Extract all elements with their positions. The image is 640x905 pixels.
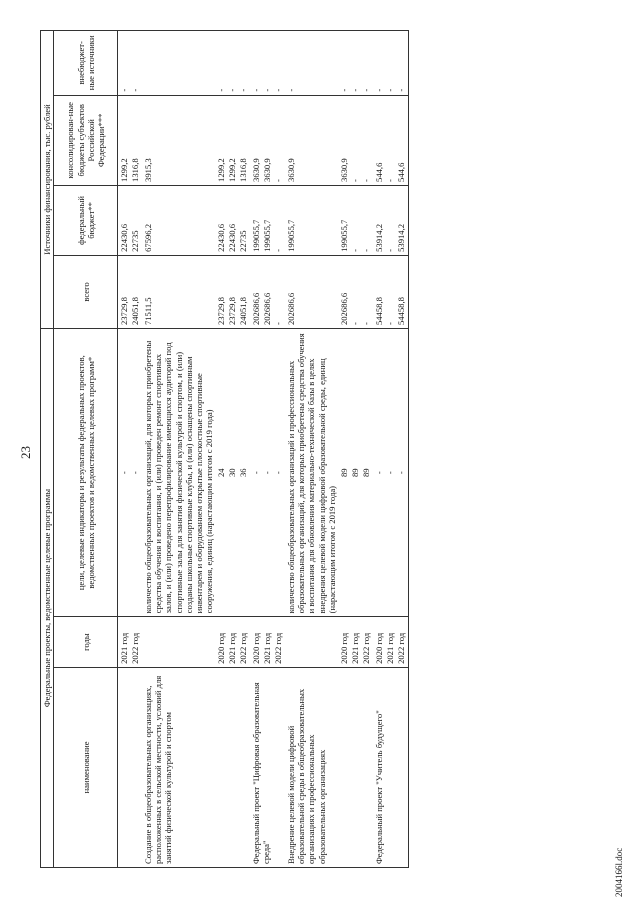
cell-value: 3915,3 xyxy=(143,158,154,182)
cell-value: 544,6 xyxy=(373,162,384,182)
cell-value: 2021 год xyxy=(384,632,395,664)
table-row xyxy=(373,31,409,868)
cell-value: 2021 год xyxy=(227,632,238,664)
cell-offbudget xyxy=(118,31,143,96)
cell-value: 89 xyxy=(349,468,360,477)
project-name: Внедрение целевой модели цифровой образовательной среды в общеобразовательных организациях и профессиональных образовательных организациях xyxy=(285,667,338,867)
cell-value: 199055,7 xyxy=(338,219,349,252)
cell-value: - xyxy=(384,179,395,182)
cell-value: 2022 год xyxy=(238,632,249,664)
cell-value: - xyxy=(395,88,406,92)
cell-value: 23729,8 xyxy=(227,297,238,326)
cell-value: 2021 год xyxy=(119,632,130,664)
cell-value: 22430,6 xyxy=(216,223,227,252)
cell-value: - xyxy=(349,179,360,182)
project-name: Федеральный проект "Учитель будущего" xyxy=(373,667,409,867)
cell-value: 202686,6 xyxy=(262,292,273,326)
cell-value: - xyxy=(227,88,238,92)
cell-value: - xyxy=(360,88,371,92)
cell-value: 2021 год xyxy=(349,632,360,664)
project-name: Создание в общеобразовательных организациях, расположенных в сельской местности, условий для занятий физической культурой и спортом xyxy=(142,667,215,867)
cell-value: - xyxy=(349,249,360,252)
cell-value: 89 xyxy=(360,468,371,477)
cell-value: - xyxy=(273,88,284,92)
cell-years xyxy=(373,617,409,668)
cell-value: 2022 год xyxy=(395,632,406,664)
cell-offbudget xyxy=(250,31,285,96)
cell-value: 22430,6 xyxy=(119,223,130,252)
table-row xyxy=(338,31,373,868)
cell-value: 71511,5 xyxy=(143,297,154,326)
cell-total xyxy=(338,255,373,328)
cell-value: 89 xyxy=(338,468,349,477)
project-name xyxy=(118,667,143,867)
cell-regional xyxy=(338,95,373,185)
header-regional: консолидирован-ные бюджеты субъектов Российской Федерации*** xyxy=(54,95,118,185)
cell-value: - xyxy=(384,249,395,252)
cell-value: - xyxy=(338,88,349,92)
cell-value: 202686,6 xyxy=(251,292,262,326)
cell-value: - xyxy=(238,88,249,92)
cell-value: 36 xyxy=(238,468,249,477)
cell-value: 1316,8 xyxy=(130,158,141,182)
cell-goals: количество общеобразовательных организаций и профессиональных образовательных организаций, для которых приобретены средства обучения и воспитания для обновления материально-технической базы в целях внедрения целевой модели цифровой образовательной среды, единиц (нарастающим итогом с 2019 года) xyxy=(285,329,338,617)
cell-value: 2020 год xyxy=(338,632,349,664)
cell-value: - xyxy=(360,249,371,252)
cell-regional xyxy=(373,95,409,185)
table-row xyxy=(250,31,285,868)
table-row xyxy=(142,31,215,868)
cell-value: - xyxy=(273,471,284,475)
cell-value: - xyxy=(273,322,284,326)
cell-value: 30 xyxy=(227,468,238,477)
cell-goals xyxy=(118,329,143,617)
cell-offbudget xyxy=(142,31,215,96)
cell-value: 3630,9 xyxy=(338,158,349,182)
cell-total xyxy=(250,255,285,328)
cell-total xyxy=(215,255,250,328)
cell-regional xyxy=(250,95,285,185)
cell-offbudget xyxy=(373,31,409,96)
cell-years xyxy=(215,617,250,668)
cell-regional xyxy=(118,95,143,185)
cell-value: 3630,9 xyxy=(262,158,273,182)
header-name: наименование xyxy=(54,667,118,867)
cell-value: - xyxy=(360,179,371,182)
cell-value: - xyxy=(273,179,284,182)
cell-federal xyxy=(250,185,285,255)
cell-value: 199055,7 xyxy=(286,219,297,252)
cell-value: 1299,2 xyxy=(119,158,130,182)
cell-value: 3630,9 xyxy=(286,158,297,182)
project-name: Федеральный проект "Цифровая образовательная среда" xyxy=(250,667,285,867)
header-group-sources: Источники финансирования, тыс. рублей xyxy=(41,31,54,329)
cell-value: 199055,7 xyxy=(251,219,262,252)
cell-value: 2020 год xyxy=(216,632,227,664)
cell-years xyxy=(338,617,373,668)
cell-value: - xyxy=(251,471,262,475)
cell-years xyxy=(250,617,285,668)
cell-goals xyxy=(215,329,250,617)
cell-value: - xyxy=(384,88,395,92)
header-offbudget: внебюджет-ные источники xyxy=(54,31,118,96)
page-number: 23 xyxy=(18,446,33,459)
cell-value: - xyxy=(251,88,262,92)
cell-value: - xyxy=(130,88,141,92)
cell-value: 54458,8 xyxy=(373,297,384,326)
cell-value: 1299,2 xyxy=(216,158,227,182)
cell-value: 2021 год xyxy=(262,632,273,664)
cell-value: 2022 год xyxy=(273,632,284,664)
header-federal: федеральный бюджет** xyxy=(54,185,118,255)
header-goals: цели, целевые индикаторы и результаты федеральных проектов, ведомственных проектов и ведомственных целевых программ* xyxy=(54,329,118,617)
cell-value: - xyxy=(119,471,130,475)
header-group-projects: Федеральные проекты, ведомственные целевые программы xyxy=(41,329,54,868)
cell-value: 1299,2 xyxy=(227,158,238,182)
cell-value: - xyxy=(262,471,273,475)
cell-value: 202686,6 xyxy=(286,292,297,326)
cell-federal xyxy=(118,185,143,255)
cell-value: - xyxy=(119,88,130,92)
cell-total xyxy=(373,255,409,328)
cell-value: 67596,2 xyxy=(143,223,154,252)
cell-total xyxy=(285,255,338,328)
cell-federal xyxy=(373,185,409,255)
cell-value: 24051,8 xyxy=(238,297,249,326)
cell-goals xyxy=(373,329,409,617)
cell-federal xyxy=(215,185,250,255)
cell-goals: количество общеобразовательных организаций, для которых приобретены средства обучения и воспитания, и (или) проведен ремонт спортивных залов, и (или) проведено перепрофилирование имеющихся аудиторий под спортивные залы для занятия физической культурой и спортом, и (или) созданы школьные спортивные клубы, и (или) оснащены спортивным инвентарем и оборудованием открытые плоскостные спортивные сооружения, единиц (нарастающим итогом с 2019 года) xyxy=(142,329,215,617)
cell-value: - xyxy=(395,471,406,475)
cell-regional xyxy=(142,95,215,185)
header-years: годы xyxy=(54,617,118,668)
table-row xyxy=(285,31,338,868)
cell-value: - xyxy=(349,322,360,326)
cell-value: - xyxy=(349,88,360,92)
cell-value: 23729,8 xyxy=(119,297,130,326)
project-name xyxy=(215,667,250,867)
cell-value: 544,6 xyxy=(395,162,406,182)
cell-value: - xyxy=(216,88,227,92)
cell-value: 23729,8 xyxy=(216,297,227,326)
cell-value: - xyxy=(262,88,273,92)
cell-regional xyxy=(285,95,338,185)
cell-value: - xyxy=(373,88,384,92)
cell-value: - xyxy=(273,249,284,252)
cell-years xyxy=(285,617,338,668)
cell-goals xyxy=(338,329,373,617)
cell-value: 202686,6 xyxy=(338,292,349,326)
cell-offbudget xyxy=(338,31,373,96)
project-name xyxy=(338,667,373,867)
cell-value: 53914,2 xyxy=(395,223,406,252)
cell-value: 3630,9 xyxy=(251,158,262,182)
cell-years xyxy=(142,617,215,668)
table-row xyxy=(118,31,143,868)
cell-value: 53914,2 xyxy=(373,223,384,252)
cell-goals xyxy=(250,329,285,617)
table-row xyxy=(215,31,250,868)
cell-value: 2022 год xyxy=(130,632,141,664)
cell-federal xyxy=(285,185,338,255)
cell-regional xyxy=(215,95,250,185)
cell-value: - xyxy=(286,88,297,92)
cell-value: 22735 xyxy=(130,230,141,252)
financing-table xyxy=(40,30,409,868)
cell-value: 22735 xyxy=(238,230,249,252)
cell-federal xyxy=(338,185,373,255)
cell-federal xyxy=(142,185,215,255)
cell-total xyxy=(118,255,143,328)
cell-offbudget xyxy=(285,31,338,96)
footer-filename: 2004166l.doc xyxy=(614,847,624,897)
cell-years xyxy=(118,617,143,668)
cell-value: 22430,6 xyxy=(227,223,238,252)
cell-total xyxy=(142,255,215,328)
cell-value: 199055,7 xyxy=(262,219,273,252)
cell-value: 24051,8 xyxy=(130,297,141,326)
cell-value: - xyxy=(384,322,395,326)
cell-value: - xyxy=(360,322,371,326)
header-total: всего xyxy=(54,255,118,328)
cell-value: 2020 год xyxy=(251,632,262,664)
cell-value: 2020 год xyxy=(373,632,384,664)
cell-offbudget xyxy=(215,31,250,96)
cell-value: 2022 год xyxy=(360,632,371,664)
cell-value: - xyxy=(373,471,384,475)
cell-value: - xyxy=(384,471,395,475)
cell-value: 24 xyxy=(216,468,227,477)
cell-value: - xyxy=(130,471,141,475)
cell-value: 54458,8 xyxy=(395,297,406,326)
cell-value: 1316,8 xyxy=(238,158,249,182)
